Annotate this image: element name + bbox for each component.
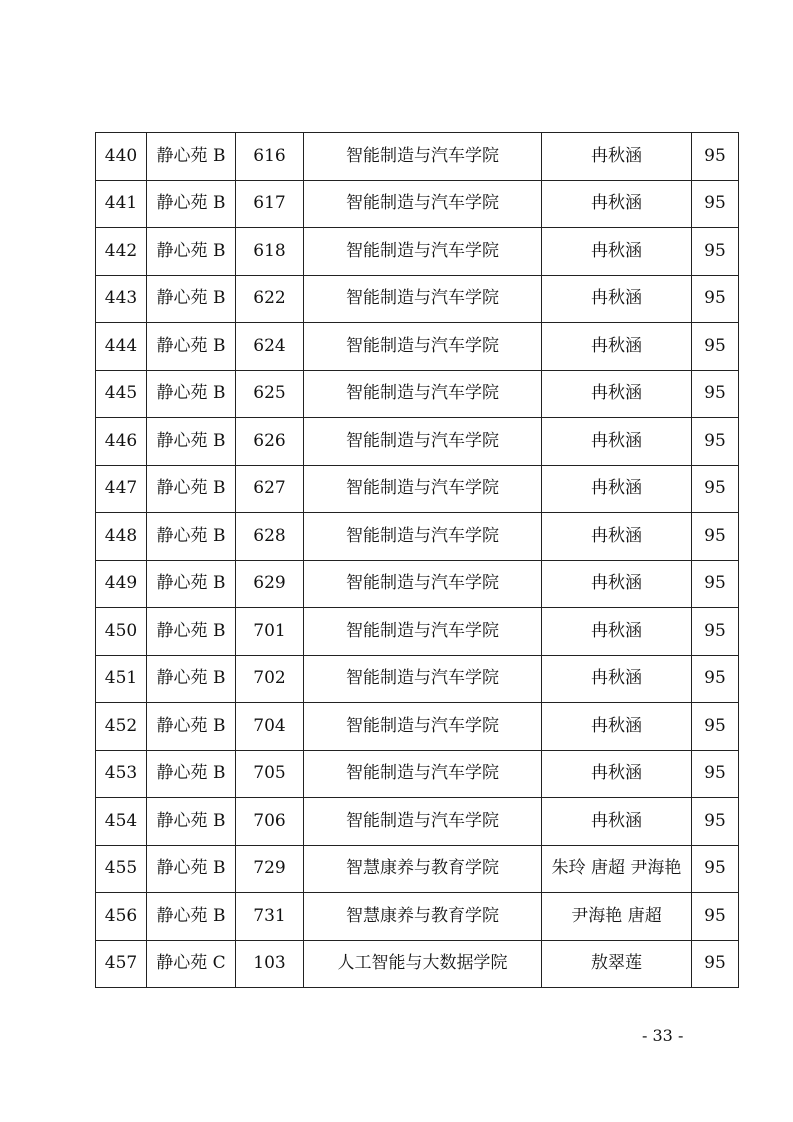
room-cell: 103 [236, 940, 304, 988]
room-cell: 625 [236, 370, 304, 418]
score-cell: 95 [692, 513, 739, 561]
row-number-cell: 440 [96, 133, 147, 181]
score-cell: 95 [692, 940, 739, 988]
score-cell: 95 [692, 323, 739, 371]
table-row [96, 513, 739, 561]
college-cell: 智能制造与汽车学院 [304, 798, 542, 846]
college-cell: 智能制造与汽车学院 [304, 275, 542, 323]
score-cell: 95 [692, 560, 739, 608]
room-cell: 704 [236, 703, 304, 751]
room-cell: 729 [236, 845, 304, 893]
room-cell: 629 [236, 560, 304, 608]
building-cell: 静心苑 B [147, 418, 236, 466]
table-row [96, 418, 739, 466]
building-cell: 静心苑 B [147, 750, 236, 798]
row-number-cell: 443 [96, 275, 147, 323]
responsible-person-cell: 冉秋涵 [542, 323, 692, 371]
responsible-person-cell: 冉秋涵 [542, 180, 692, 228]
table-row [96, 798, 739, 846]
college-cell: 智能制造与汽车学院 [304, 133, 542, 181]
score-cell: 95 [692, 275, 739, 323]
row-number-cell: 447 [96, 465, 147, 513]
table-row [96, 655, 739, 703]
row-number-cell: 453 [96, 750, 147, 798]
row-number-cell: 442 [96, 228, 147, 276]
inspection-table [95, 132, 739, 988]
table-row [96, 180, 739, 228]
college-cell: 智能制造与汽车学院 [304, 655, 542, 703]
college-cell: 智能制造与汽车学院 [304, 228, 542, 276]
room-cell: 706 [236, 798, 304, 846]
page-number: - 33 - [642, 1026, 684, 1045]
college-cell: 智能制造与汽车学院 [304, 180, 542, 228]
score-cell: 95 [692, 228, 739, 276]
row-number-cell: 446 [96, 418, 147, 466]
table-row [96, 465, 739, 513]
score-cell: 95 [692, 750, 739, 798]
row-number-cell: 457 [96, 940, 147, 988]
score-cell: 95 [692, 370, 739, 418]
row-number-cell: 449 [96, 560, 147, 608]
building-cell: 静心苑 B [147, 798, 236, 846]
college-cell: 智能制造与汽车学院 [304, 513, 542, 561]
responsible-person-cell: 冉秋涵 [542, 418, 692, 466]
room-cell: 624 [236, 323, 304, 371]
college-cell: 智能制造与汽车学院 [304, 750, 542, 798]
college-cell: 智能制造与汽车学院 [304, 370, 542, 418]
room-cell: 702 [236, 655, 304, 703]
score-cell: 95 [692, 845, 739, 893]
college-cell: 人工智能与大数据学院 [304, 940, 542, 988]
table-row [96, 845, 739, 893]
responsible-person-cell: 冉秋涵 [542, 560, 692, 608]
table-row [96, 323, 739, 371]
room-cell: 622 [236, 275, 304, 323]
room-cell: 626 [236, 418, 304, 466]
college-cell: 智慧康养与教育学院 [304, 845, 542, 893]
college-cell: 智能制造与汽车学院 [304, 608, 542, 656]
row-number-cell: 452 [96, 703, 147, 751]
building-cell: 静心苑 B [147, 703, 236, 751]
score-cell: 95 [692, 418, 739, 466]
responsible-person-cell: 敖翠莲 [542, 940, 692, 988]
building-cell: 静心苑 B [147, 370, 236, 418]
responsible-person-cell: 冉秋涵 [542, 465, 692, 513]
table-row [96, 560, 739, 608]
building-cell: 静心苑 B [147, 513, 236, 561]
responsible-person-cell: 冉秋涵 [542, 133, 692, 181]
score-cell: 95 [692, 133, 739, 181]
building-cell: 静心苑 B [147, 893, 236, 941]
responsible-person-cell: 冉秋涵 [542, 370, 692, 418]
building-cell: 静心苑 B [147, 323, 236, 371]
responsible-person-cell: 尹海艳 唐超 [542, 893, 692, 941]
responsible-person-cell: 冉秋涵 [542, 608, 692, 656]
responsible-person-cell: 冉秋涵 [542, 655, 692, 703]
room-cell: 731 [236, 893, 304, 941]
row-number-cell: 444 [96, 323, 147, 371]
row-number-cell: 448 [96, 513, 147, 561]
responsible-person-cell: 冉秋涵 [542, 513, 692, 561]
table-row [96, 370, 739, 418]
score-cell: 95 [692, 180, 739, 228]
building-cell: 静心苑 B [147, 655, 236, 703]
score-cell: 95 [692, 703, 739, 751]
college-cell: 智能制造与汽车学院 [304, 560, 542, 608]
room-cell: 617 [236, 180, 304, 228]
row-number-cell: 456 [96, 893, 147, 941]
table-row [96, 750, 739, 798]
building-cell: 静心苑 B [147, 275, 236, 323]
table-row [96, 940, 739, 988]
room-cell: 628 [236, 513, 304, 561]
room-cell: 705 [236, 750, 304, 798]
table-row [96, 133, 739, 181]
row-number-cell: 451 [96, 655, 147, 703]
row-number-cell: 455 [96, 845, 147, 893]
room-cell: 616 [236, 133, 304, 181]
building-cell: 静心苑 B [147, 465, 236, 513]
row-number-cell: 450 [96, 608, 147, 656]
table-row [96, 703, 739, 751]
table-row [96, 893, 739, 941]
responsible-person-cell: 冉秋涵 [542, 228, 692, 276]
score-cell: 95 [692, 798, 739, 846]
row-number-cell: 454 [96, 798, 147, 846]
room-cell: 701 [236, 608, 304, 656]
table-row [96, 275, 739, 323]
responsible-person-cell: 冉秋涵 [542, 703, 692, 751]
score-cell: 95 [692, 465, 739, 513]
score-cell: 95 [692, 655, 739, 703]
responsible-person-cell: 冉秋涵 [542, 750, 692, 798]
responsible-person-cell: 冉秋涵 [542, 798, 692, 846]
building-cell: 静心苑 B [147, 845, 236, 893]
row-number-cell: 445 [96, 370, 147, 418]
table-body [96, 133, 739, 988]
building-cell: 静心苑 B [147, 608, 236, 656]
room-cell: 627 [236, 465, 304, 513]
college-cell: 智能制造与汽车学院 [304, 418, 542, 466]
room-cell: 618 [236, 228, 304, 276]
college-cell: 智能制造与汽车学院 [304, 465, 542, 513]
score-cell: 95 [692, 893, 739, 941]
building-cell: 静心苑 B [147, 133, 236, 181]
table-row [96, 608, 739, 656]
building-cell: 静心苑 C [147, 940, 236, 988]
responsible-person-cell: 朱玲 唐超 尹海艳 [542, 845, 692, 893]
college-cell: 智能制造与汽车学院 [304, 323, 542, 371]
building-cell: 静心苑 B [147, 228, 236, 276]
building-cell: 静心苑 B [147, 180, 236, 228]
responsible-person-cell: 冉秋涵 [542, 275, 692, 323]
table-row [96, 228, 739, 276]
score-cell: 95 [692, 608, 739, 656]
college-cell: 智能制造与汽车学院 [304, 703, 542, 751]
college-cell: 智慧康养与教育学院 [304, 893, 542, 941]
row-number-cell: 441 [96, 180, 147, 228]
building-cell: 静心苑 B [147, 560, 236, 608]
